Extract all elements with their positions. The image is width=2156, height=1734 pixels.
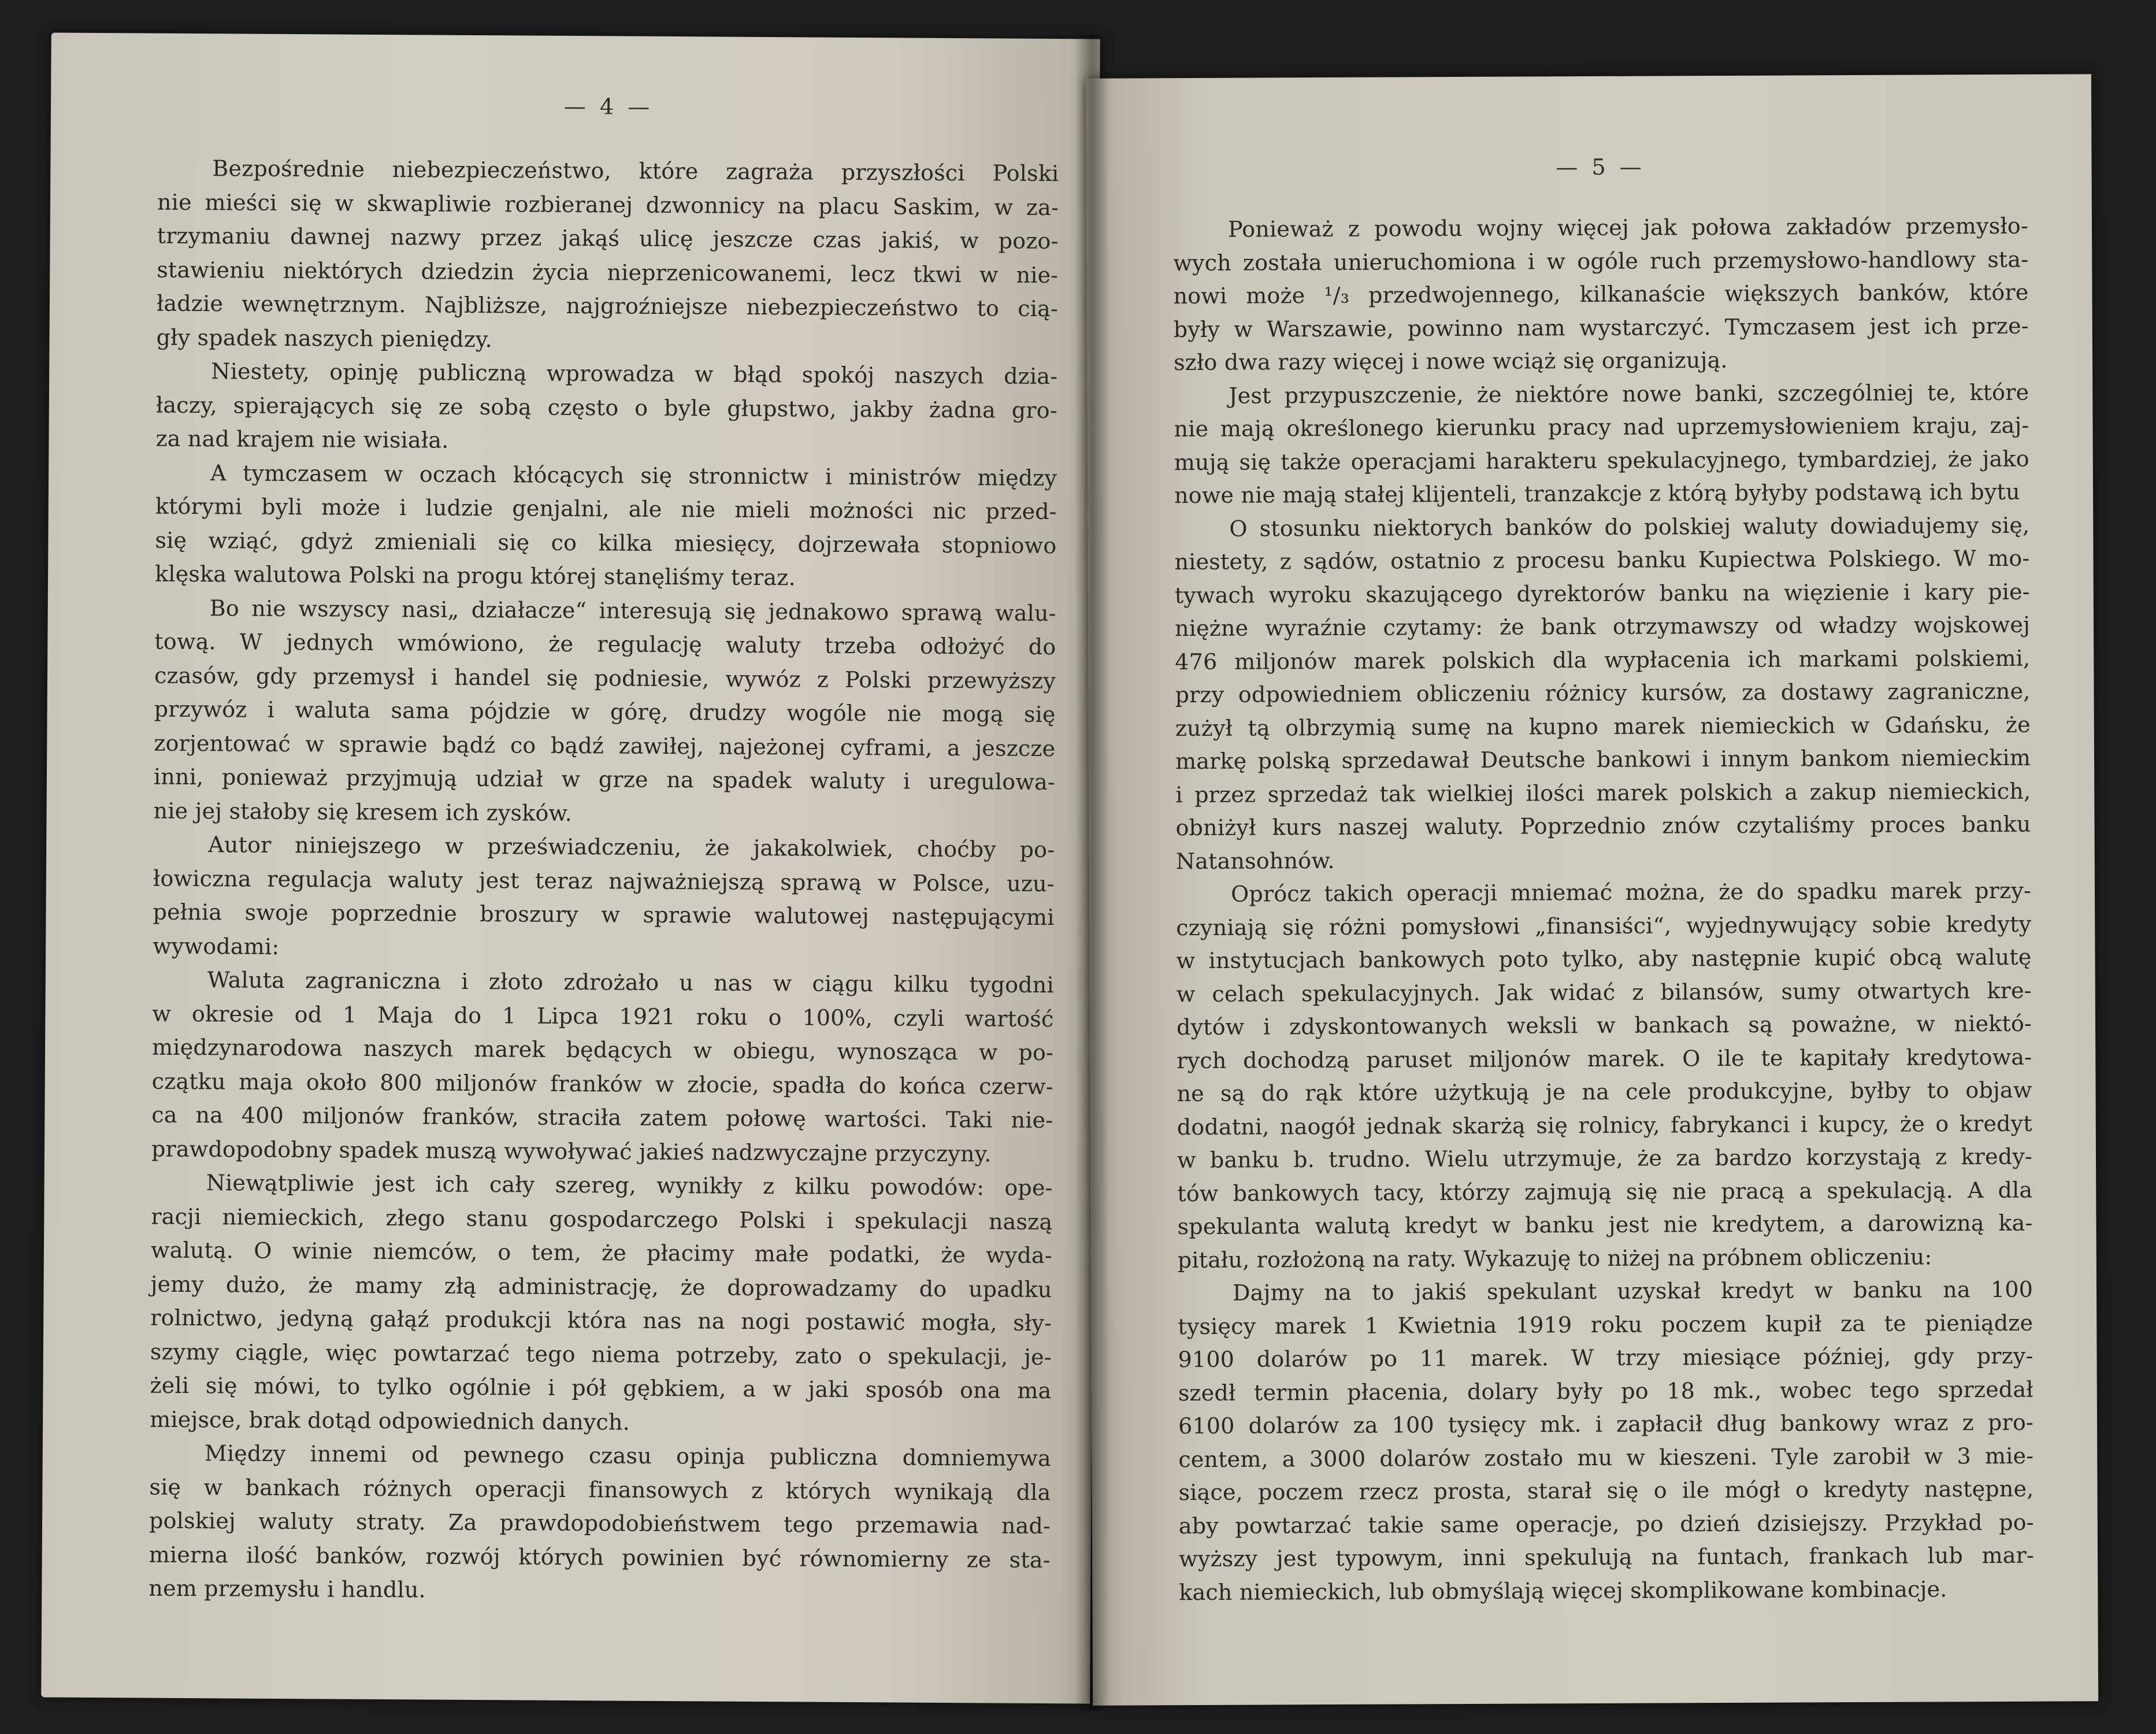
left-page-text: [149, 151, 1059, 1611]
text-line: polskiej waluty straty. Za prawdopodobieństwem tego przemawia nad-: [149, 1507, 1051, 1539]
text-line: za nad krajem nie wisiała.: [155, 425, 449, 453]
right-page: [1086, 74, 2098, 1706]
text-line: inni, ponieważ przyjmują udział w grze na spadek waluty i uregulowa-: [153, 764, 1056, 795]
text-line: rolnictwo, jedyną gałąź produkcji która nas na nogi postawić mogła, sły-: [150, 1305, 1052, 1336]
text-line: rych dochodzą paruset miljonów marek. O ile te kapitały kredytowa-: [1177, 1044, 2032, 1073]
text-line: centem, a 3000 dolarów zostało mu w kieszeni. Tyle zarobił w 3 mie-: [1178, 1443, 2034, 1472]
text-line: pitału, rozłożoną na raty. Wykazuję to niżej na próbnem obliczeniu:: [1177, 1243, 1932, 1273]
text-line: 6100 dolarów za 100 tysięcy mk. i zapłacił dług bankowy wraz z pro-: [1178, 1409, 2034, 1439]
text-line: łowiczna regulacja waluty jest teraz najważniejszą sprawą w Polsce, uzu-: [153, 865, 1055, 896]
text-line: Dajmy na to jakiś spekulant uzyskał kredyt w banku na 100: [1232, 1276, 2033, 1306]
text-line: tową. W jednych wmówiono, że regulację waluty trzeba odłożyć do: [154, 628, 1056, 660]
text-line: zorjentować w sprawie bądź co bądź zawiłej, najeżonej cyframi, a jeszcze: [154, 730, 1056, 761]
right-page-text: [1173, 210, 2035, 1609]
text-line: Bezpośrednie niebezpieczeństwo, które zagraża przyszłości Polski: [212, 155, 1059, 187]
text-line: nie mieści się w skwapliwie rozbieranej dzwonnicy na placu Saskim, w za-: [157, 189, 1059, 220]
text-line: wyższy jest typowym, inni spekulują na funtach, frankach lub mar-: [1178, 1542, 2035, 1572]
text-line: spekulanta walutą kredyt w banku jest nie kredytem, a darowizną ka-: [1177, 1210, 2033, 1240]
text-line: klęska walutowa Polski na progu której stanęliśmy teraz.: [154, 561, 796, 591]
text-line: trzymaniu dawnej nazwy przez jakąś ulicę jeszcze czas jakiś, w pozo-: [157, 223, 1059, 254]
text-line: nowi może ¹/₃ przedwojennego, kilkanaście większych banków, które: [1173, 279, 2029, 309]
text-line: ładzie wewnętrznym. Najbliższe, najgroźniejsze niebezpieczeństwo to cią-: [156, 290, 1059, 322]
text-line: mierna ilość banków, rozwój których powinien być równomierny ze sta-: [149, 1542, 1051, 1573]
text-line: zużył tą olbrzymią sumę na kupno marek niemieckich w Gdańsku, że: [1175, 712, 2031, 741]
text-line: nie jej stałoby się kresem ich zysków.: [153, 798, 573, 826]
text-line: A tymczasem w oczach kłócących się stronnictw i ministrów między: [210, 460, 1057, 491]
text-line: i przez sprzedaż tak wielkiej ilości marek polskich a zakup niemieckich,: [1175, 778, 2031, 807]
text-line: szedł termin płacenia, dolary były po 18 mk., wobec tego sprzedał: [1178, 1376, 2033, 1406]
text-line: Natansohnów.: [1175, 847, 1335, 874]
text-line: walutą. O winie niemców, o tem, że płacimy małe podatki, że wyda-: [150, 1237, 1053, 1269]
text-line: O stosunku niektorych banków do polskiej waluty dowiadujemy się,: [1229, 512, 2030, 542]
text-line: czątku maja około 800 miljonów franków w złocie, spadła do końca czerw-: [151, 1068, 1053, 1099]
text-line: czasów, gdy przemysł i handel się podniesie, wywóz z Polski przewyższy: [154, 662, 1056, 694]
text-line: szymy ciągle, więc powtarzać tego niema potrzeby, zato o spekulacji, je-: [150, 1339, 1052, 1370]
text-line: łaczy, spierających się ze sobą często o byle głupstwo, jakby żadna gro-: [155, 392, 1057, 423]
text-line: Bo nie wszyscy nasi„ działacze“ interesują się jednakowo sprawą walu-: [209, 595, 1056, 626]
text-line: nem przemysłu i handlu.: [149, 1575, 426, 1603]
text-line: 9100 dolarów po 11 marek. W trzy miesiące później, gdy przy-: [1178, 1343, 2033, 1373]
text-line: stawieniu niektórych dziedzin życia nieprzenicowanemi, lecz tkwi w nie-: [157, 257, 1059, 288]
text-line: w instytucjach bankowych poto tylko, aby następnie kupić obcą walutę: [1176, 944, 2032, 974]
text-line: tów bankowych tacy, którzy zajmują się nie pracą a spekulacją. A dla: [1177, 1177, 2033, 1206]
text-line: pełnia swoje poprzednie broszury w sprawie walutowej następującymi: [153, 899, 1055, 931]
text-line: się w bankach różnych operacji finansowych z których wynikają dla: [149, 1474, 1051, 1505]
text-line: Waluta zagraniczna i złoto zdrożało u nas w ciągu kilku tygodni: [207, 967, 1054, 998]
text-line: tysięcy marek 1 Kwietnia 1919 roku poczem kupił za te pieniądze: [1178, 1310, 2033, 1339]
text-line: szło dwa razy więcej i nowe wciąż się organizują.: [1173, 347, 1728, 376]
text-line: się wziąć, gdyż zmieniali się co kilka miesięcy, dojrzewała stopniowo: [155, 527, 1057, 558]
text-line: nie mają określonego kierunku pracy nad uprzemysłowieniem kraju, zaj-: [1174, 412, 2029, 442]
text-line: jemy dużo, że mamy złą administrację, że doprowadzamy do upadku: [150, 1271, 1052, 1302]
text-line: niężne wyraźnie czytamy: że bank otrzymawszy od władzy wojskowej: [1174, 612, 2031, 642]
page-number-left: — 4 —: [563, 93, 654, 120]
text-line: markę polską sprzedawał Deutsche bankowi i innym bankom niemieckim: [1175, 744, 2031, 775]
text-line: w celach spekulacyjnych. Jak widać z bilansów, sumy otwartych kre-: [1176, 977, 2032, 1007]
text-line: wych została unieruchomiona i w ogóle ruch przemysłowo-handlowy sta-: [1173, 246, 2029, 276]
text-line: siące, poczem rzecz prosta, starał się o ile mógł o kredyty następne,: [1178, 1476, 2034, 1506]
text-line: Autor niniejszego w przeświadczeniu, że jakakolwiek, choćby po-: [208, 832, 1055, 863]
page-number-right: — 5 —: [1556, 154, 1645, 180]
text-line: ne są do rąk które użytkują je na cele produkcyjne, byłby to objaw: [1177, 1077, 2032, 1107]
text-line: Między innemi od pewnego czasu opinja publiczna domniemywa: [204, 1440, 1051, 1472]
text-line: aby powtarzać takie same operacje, po dzień dzisiejszy. Przykład po-: [1178, 1509, 2034, 1539]
text-line: w okresie od 1 Maja do 1 Lipca 1921 roku o 100%, czyli wartość: [152, 1001, 1054, 1032]
text-line: były w Warszawie, powinno nam wystarczyć. Tymczasem jest ich prze-: [1173, 313, 2029, 342]
text-line: prawdopodobny spadek muszą wywoływać jakieś nadzwyczajne przyczyny.: [151, 1136, 992, 1166]
text-line: niestety, z sądów, ostatnio z procesu banku Kupiectwa Polskiego. W mo-: [1174, 545, 2030, 575]
text-line: miejsce, brak dotąd odpowiednich danych.: [150, 1406, 630, 1435]
text-line: w banku b. trudno. Wielu utrzymuje, że za bardzo korzystają z kredy-: [1177, 1143, 2033, 1173]
text-line: mują się także operacjami harakteru spekulacyjnego, tymbardziej, że jako: [1174, 446, 2029, 475]
text-line: dytów i zdyskontowanych weksli w bankach są poważne, w niektó-: [1176, 1010, 2032, 1040]
text-line: międzynarodowa naszych marek będących w obiegu, wynosząca w po-: [151, 1034, 1054, 1066]
text-line: przywóz i waluta sama pójdzie w górę, drudzy wogóle nie mogą się: [154, 696, 1056, 728]
text-line: żeli się mówi, to tylko ogólnie i pół gębkiem, a w jaki sposób ona ma: [150, 1372, 1052, 1404]
text-line: czyniają się różni pomysłowi „finansiści“, wyjednywujący sobie kredyty: [1176, 911, 2032, 940]
text-line: którymi byli może i ludzie genjalni, ale nie mieli możności nic przed-: [155, 493, 1057, 525]
left-page: [41, 32, 1100, 1703]
text-line: Oprócz takich operacji mniemać można, że do spadku marek przy-: [1230, 877, 2032, 907]
text-line: tywach wyroku skazującego dyrektorów banku na więzienie i kary pie-: [1174, 579, 2030, 608]
text-line: dodatni, naogół jednak skarżą się rolnicy, fabrykanci i kupcy, że o kredyt: [1177, 1110, 2032, 1140]
text-line: obniżył kurs naszej waluty. Poprzednio znów czytaliśmy proces banku: [1175, 811, 2031, 841]
text-line: wywodami:: [153, 933, 280, 959]
text-line: 476 miljonów marek polskich dla wypłacenia ich markami polskiemi,: [1175, 645, 2031, 675]
text-line: Niewątpliwie jest ich cały szereg, wynikły z kilku powodów: ope-: [206, 1170, 1053, 1201]
text-line: nowe nie mają stałej klijenteli, tranzakcje z którą byłyby podstawą ich bytu: [1174, 479, 2020, 509]
text-line: racji niemieckich, złego stanu gospodarczego Polski i spekulacji naszą: [151, 1203, 1053, 1235]
text-line: kach niemieckich, lub obmyślają więcej skomplikowane kombinacje.: [1179, 1576, 1947, 1605]
text-line: gły spadek naszych pieniędzy.: [156, 324, 493, 352]
text-line: Niestety, opinję publiczną wprowadza w błąd spokój naszych dzia-: [211, 358, 1058, 390]
text-line: przy odpowiedniem obliczeniu różnicy kursów, za dostawy zagraniczne,: [1175, 678, 2031, 708]
text-line: Jest przypuszczenie, że niektóre nowe banki, szczególniej te, które: [1229, 379, 2029, 409]
text-line: ca na 400 miljonów franków, straciła zatem połowę wartości. Taki nie-: [151, 1102, 1053, 1133]
text-line: Ponieważ z powodu wojny więcej jak połowa zakładów przemysło-: [1227, 213, 2029, 242]
